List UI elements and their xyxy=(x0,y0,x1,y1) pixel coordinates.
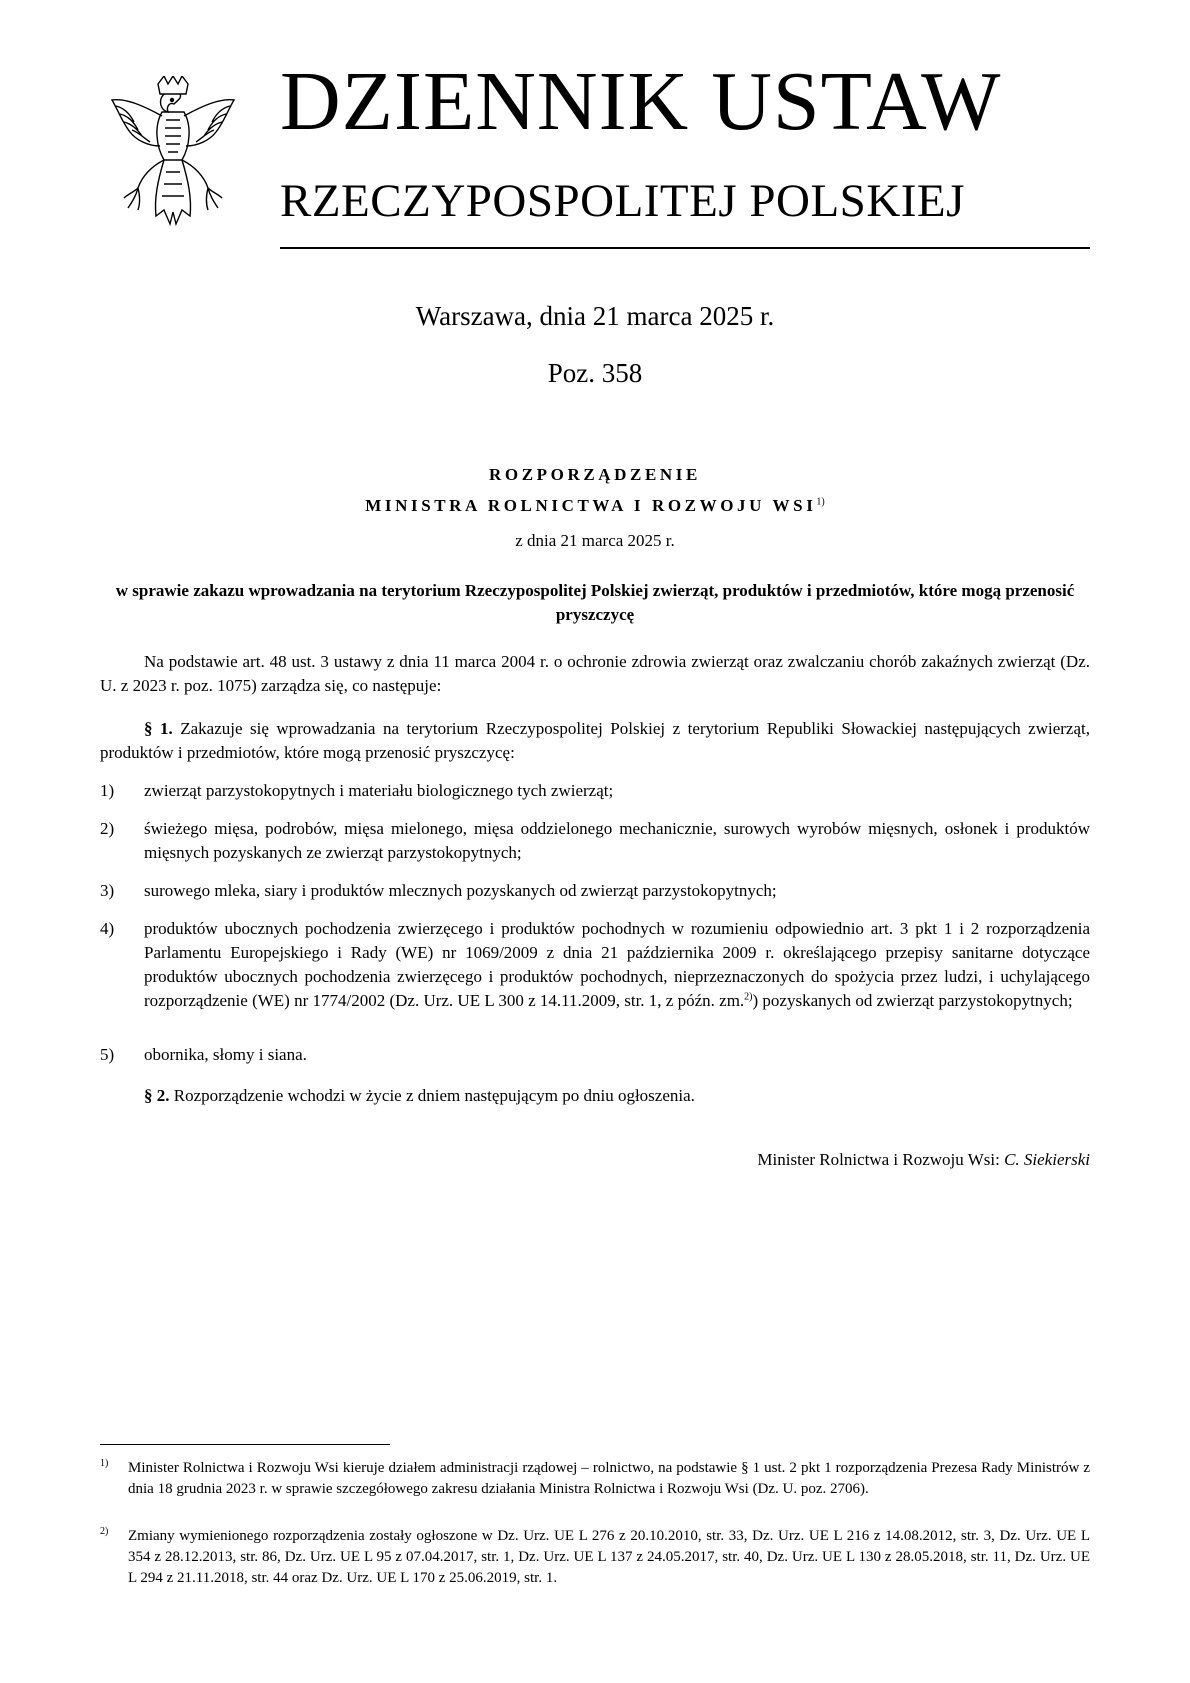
footnote-text: Minister Rolnictwa i Rozwoju Wsi kieruje działem administracji rządowej – rolnictwo, na podstawie § 1 ust. 2 pkt 1 rozporządzenia Prezesa Rady Ministrów z dnia 18 grudnia 2023 r. w sprawie szczegółowego zakresu działania Ministra Rolnictwa i Rozwoju Wsi (Dz. U. poz. 2706). xyxy=(128,1460,1090,1497)
signature xyxy=(757,1150,1090,1170)
list-item-text xyxy=(144,917,1090,1013)
act-author-name: MINISTRA ROLNICTWA I ROZWOJU WSI xyxy=(365,496,817,515)
list-item-number: 2) xyxy=(100,819,115,838)
footnote-text: Zmiany wymienionego rozporządzenia zostały ogłoszone w Dz. Urz. UE L 276 z 20.10.2010, str. 33, Dz. Urz. UE L 216 z 14.08.2012, str. 3, Dz. Urz. UE L 354 z 28.12.2013, str. 86, Dz. Urz. UE L 95 z 07.04.2017, str. 1, Dz. Urz. UE L 137 z 24.05.2017, str. 40, Dz. Urz. UE L 130 z 28.05.2018, str. 11, Dz. Urz. UE L 294 z 21.11.2018, str. 44 oraz Dz. Urz. UE L 170 z 25.06.2019, str. 1. xyxy=(128,1528,1090,1586)
list-item-text-main: produktów ubocznych pochodzenia zwierzęcego i produktów pochodnych w rozumieniu odpowiednio art. 3 pkt 1 i 2 rozporządzenia Parlamentu Europejskiego i Rady (WE) nr 1069/2009 z dnia 21 października 2009 r. określającego przepisy sanitarne dotyczące produktów ubocznych pochodzenia zwierzęcego i produktów pochodnych, nieprzeznaczonych do spożycia przez ludzi, i uchylającego rozporządzenie (WE) nr 1774/2002 (Dz. Urz. UE L 300 z 14.11.2009, str. 1, z późn. zm. xyxy=(144,919,1090,1010)
section-1 xyxy=(100,717,1090,765)
list-item-text: zwierząt parzystokopytnych i materiału biologicznego tych zwierząt; xyxy=(144,781,614,800)
footnote-mark: 1) xyxy=(100,1458,109,1469)
list-item-number: 5) xyxy=(100,1045,115,1064)
list-item-text-tail: ) pozyskanych od zwierząt parzystokopytnych; xyxy=(752,991,1073,1010)
issue-place-date: Warszawa, dnia 21 marca 2025 r. xyxy=(415,301,775,331)
section-2 xyxy=(100,1084,1090,1108)
preamble: Na podstawie art. 48 ust. 3 ustawy z dnia 11 marca 2004 r. o ochronie zdrowia zwierząt oraz zwalczaniu chorób zakaźnych zwierząt (Dz. U. z 2023 r. poz. 1075) zarządza się, co następuje: xyxy=(100,652,1090,695)
masthead-divider xyxy=(280,247,1090,249)
footnote-ref-1: 1) xyxy=(816,496,825,508)
polish-eagle-emblem-icon xyxy=(108,76,238,244)
footnote-ref-2: 2) xyxy=(744,991,753,1003)
section-1-text: Zakazuje się wprowadzania na terytorium Rzeczypospolitej Polskiej z terytorium Republiki Słowackiej następujących zwierząt, produktów i przedmiotów, które mogą przenosić pryszczycę: xyxy=(100,719,1090,762)
list-item-number: 4) xyxy=(100,919,115,938)
list-item-text: obornika, słomy i siana. xyxy=(144,1045,307,1064)
section-2-label: § 2. xyxy=(144,1086,170,1105)
footnote-divider xyxy=(100,1444,390,1445)
footnote-mark: 2) xyxy=(100,1526,109,1537)
list-item-number: 1) xyxy=(100,781,115,800)
signature-name: C. Siekierski xyxy=(1004,1150,1090,1169)
section-1-label: § 1. xyxy=(144,719,173,738)
list-item-number: 3) xyxy=(100,881,115,900)
masthead-title: DZIENNIK USTAW xyxy=(280,55,1002,148)
act-date: z dnia 21 marca 2025 r. xyxy=(515,531,675,550)
list-item-text: świeżego mięsa, podrobów, mięsa mielonego, mięsa oddzielonego mechanicznie, surowych wyrobów mięsnych, osłonek i produktów mięsnych pozyskanych ze zwierząt parzystokopytnych; xyxy=(144,819,1090,862)
signature-role: Minister Rolnictwa i Rozwoju Wsi: xyxy=(757,1150,1005,1169)
issue-position: Poz. 358 xyxy=(547,358,643,388)
section-2-text: Rozporządzenie wchodzi w życie z dniem następującym po dniu ogłoszenia. xyxy=(173,1086,695,1105)
act-type: ROZPORZĄDZENIE xyxy=(489,465,701,484)
list-item-text: surowego mleka, siary i produktów mlecznych pozyskanych od zwierząt parzystokopytnych; xyxy=(144,881,777,900)
act-author xyxy=(0,496,1190,516)
act-subject: w sprawie zakazu wprowadzania na terytorium Rzeczypospolitej Polskiej zwierząt, produktów i przedmiotów, które mogą przenosić pryszczycę xyxy=(115,581,1075,624)
masthead-subtitle: RZECZYPOSPOLITEJ POLSKIEJ xyxy=(280,175,965,227)
